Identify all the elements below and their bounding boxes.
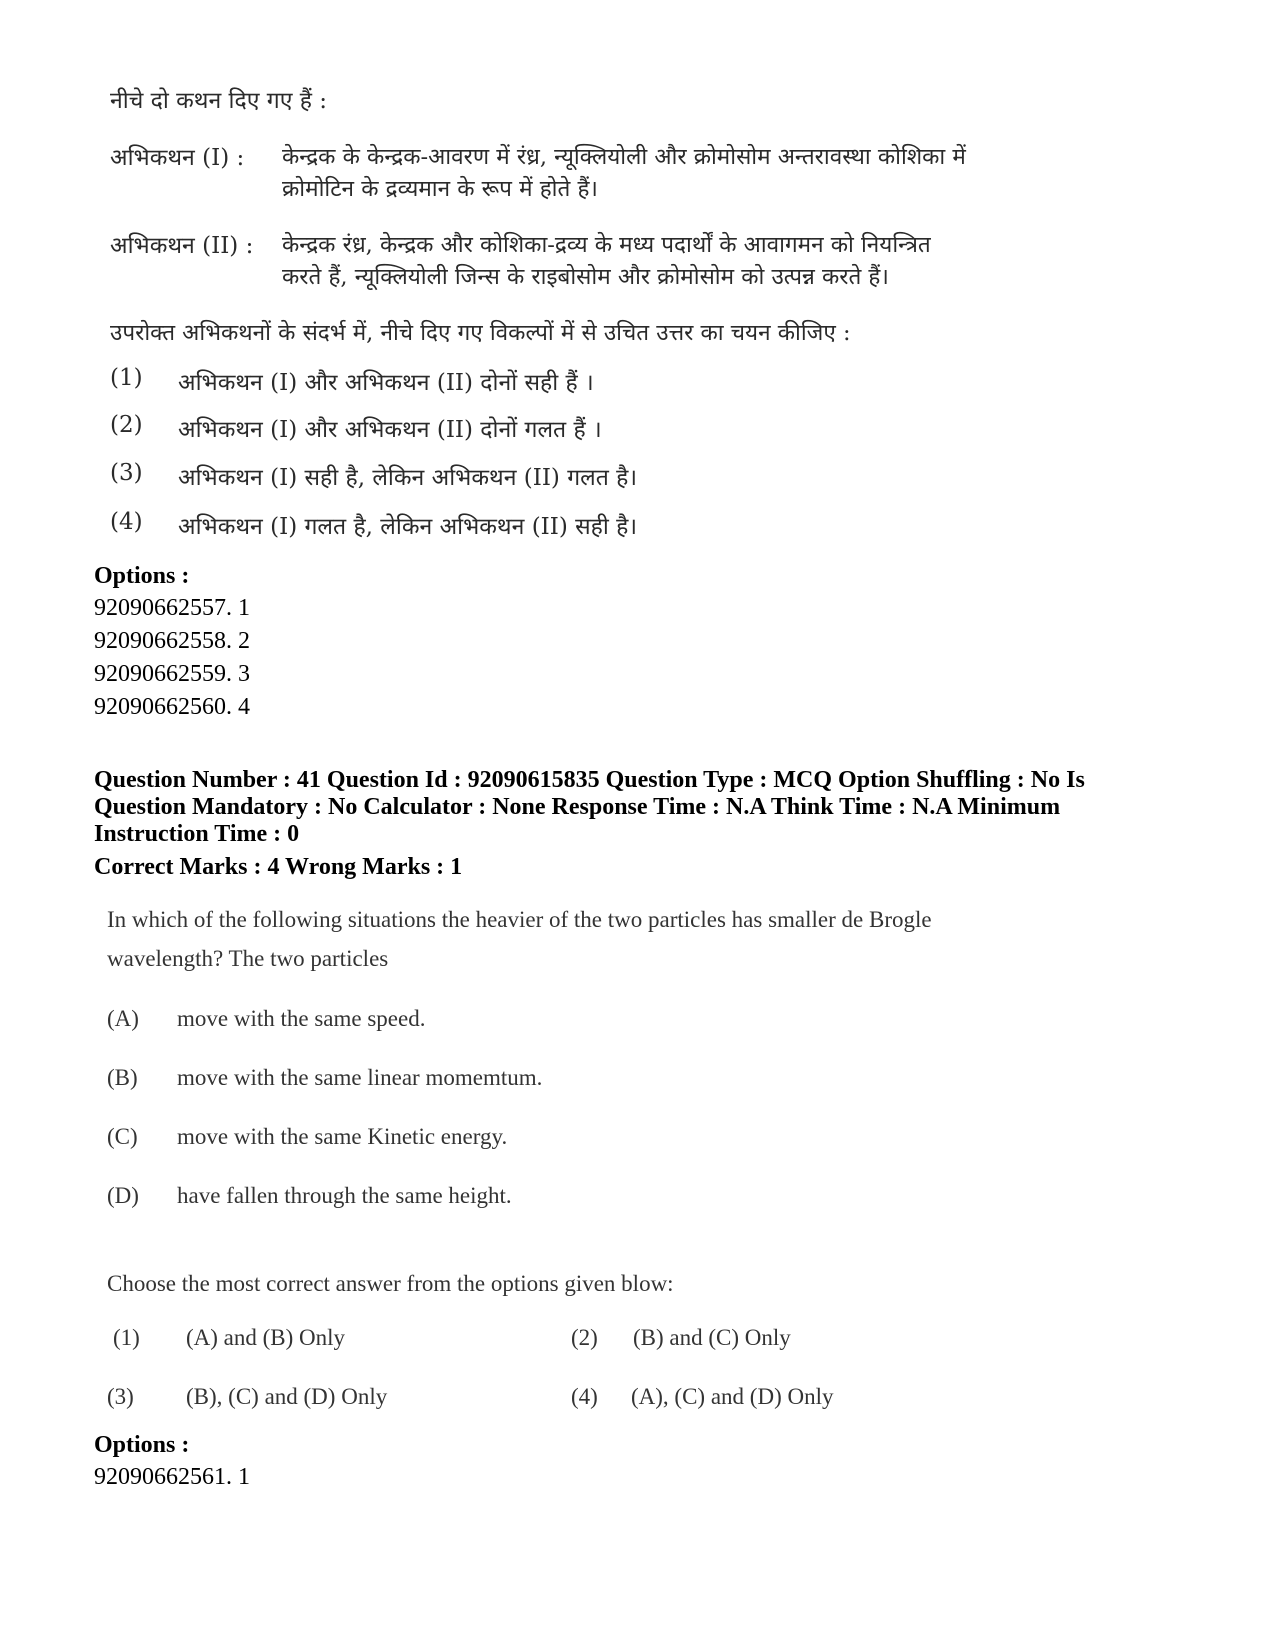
q40-assertion1-line1: केन्द्रक के केन्द्रक-आवरण में रंध्र, न्यूक्लियोली और क्रोमोसोम अन्तरावस्था कोशिका में (282, 144, 966, 170)
q41-statement-label: (D) (107, 1183, 139, 1208)
q41-stem-line2: wavelength? The two particles (107, 946, 389, 971)
q41-choice-text: (B) and (C) Only (633, 1325, 791, 1350)
q41-statement-text: move with the same linear momemtum. (177, 1065, 543, 1090)
q41-meta-line: Instruction Time : 0 (94, 821, 300, 847)
q40-option-item: 92090662559. 3 (94, 661, 250, 687)
q40-options-heading: Options : (94, 563, 190, 589)
q41-choice-num: (4) (571, 1384, 598, 1409)
q41-options-heading: Options : (94, 1432, 190, 1458)
q41-choice-num: (1) (113, 1325, 140, 1350)
q40-choice-num: (1) (110, 365, 143, 391)
q41-choice-text: (A) and (B) Only (186, 1325, 346, 1350)
q41-instruction: Choose the most correct answer from the options given blow: (107, 1271, 674, 1296)
q40-choice-num: (3) (110, 460, 143, 486)
q40-option-item: 92090662560. 4 (94, 694, 250, 720)
q40-instruction: उपरोक्त अभिकथनों के संदर्भ में, नीचे दिए गए विकल्पों में से उचित उत्तर का चयन कीजिए : (110, 320, 851, 346)
q41-statement-text: have fallen through the same height. (177, 1183, 512, 1208)
q41-choice-text: (A), (C) and (D) Only (631, 1384, 834, 1409)
q41-choice-num: (3) (107, 1384, 134, 1409)
q40-assertion2-line1: केन्द्रक रंध्र, केन्द्रक और कोशिका-द्रव्य के मध्य पदार्थों के आवागमन को नियन्त्रित (282, 232, 931, 258)
q40-choice-num: (2) (110, 412, 143, 438)
q40-assertion1-label: अभिकथन (I) : (110, 145, 245, 171)
q41-meta-line: Question Number : 41 Question Id : 92090615835 Question Type : MCQ Option Shuffling : No Is (94, 767, 1085, 793)
q41-marks: Correct Marks : 4 Wrong Marks : 1 (94, 854, 463, 880)
q41-stem-line1: In which of the following situations the heavier of the two particles has smaller de Brogle (107, 907, 932, 932)
q40-choice-text: अभिकथन (I) गलत है, लेकिन अभिकथन (II) सही है। (178, 514, 638, 540)
q40-choice-text: अभिकथन (I) सही है, लेकिन अभिकथन (II) गलत है। (178, 465, 638, 491)
q41-choice-text: (B), (C) and (D) Only (186, 1384, 388, 1409)
q40-choice-text: अभिकथन (I) और अभिकथन (II) दोनों सही हैं । (178, 370, 594, 396)
q41-statement-label: (A) (107, 1006, 139, 1031)
q40-intro: नीचे दो कथन दिए गए हैं : (110, 88, 328, 114)
q41-statement-text: move with the same Kinetic energy. (177, 1124, 508, 1149)
q40-option-item: 92090662558. 2 (94, 628, 250, 654)
q41-statement-label: (C) (107, 1124, 138, 1149)
q41-meta-line: Question Mandatory : No Calculator : None Response Time : N.A Think Time : N.A Minimum (94, 794, 1061, 820)
q40-choice-text: अभिकथन (I) और अभिकथन (II) दोनों गलत हैं । (178, 417, 602, 443)
q41-statement-label: (B) (107, 1065, 138, 1090)
q41-option-item: 92090662561. 1 (94, 1464, 250, 1490)
q41-statement-text: move with the same speed. (177, 1006, 426, 1031)
q40-choice-num: (4) (110, 509, 143, 535)
q40-assertion2-line2: करते हैं, न्यूक्लियोली जिन्स के राइबोसोम और क्रोमोसोम को उत्पन्न करते हैं। (282, 264, 889, 290)
q40-assertion1-line2: क्रोमोटिन के द्रव्यमान के रूप में होते हैं। (282, 176, 598, 202)
q40-option-item: 92090662557. 1 (94, 595, 250, 621)
q41-choice-num: (2) (571, 1325, 598, 1350)
q40-assertion2-label: अभिकथन (II) : (110, 233, 254, 259)
